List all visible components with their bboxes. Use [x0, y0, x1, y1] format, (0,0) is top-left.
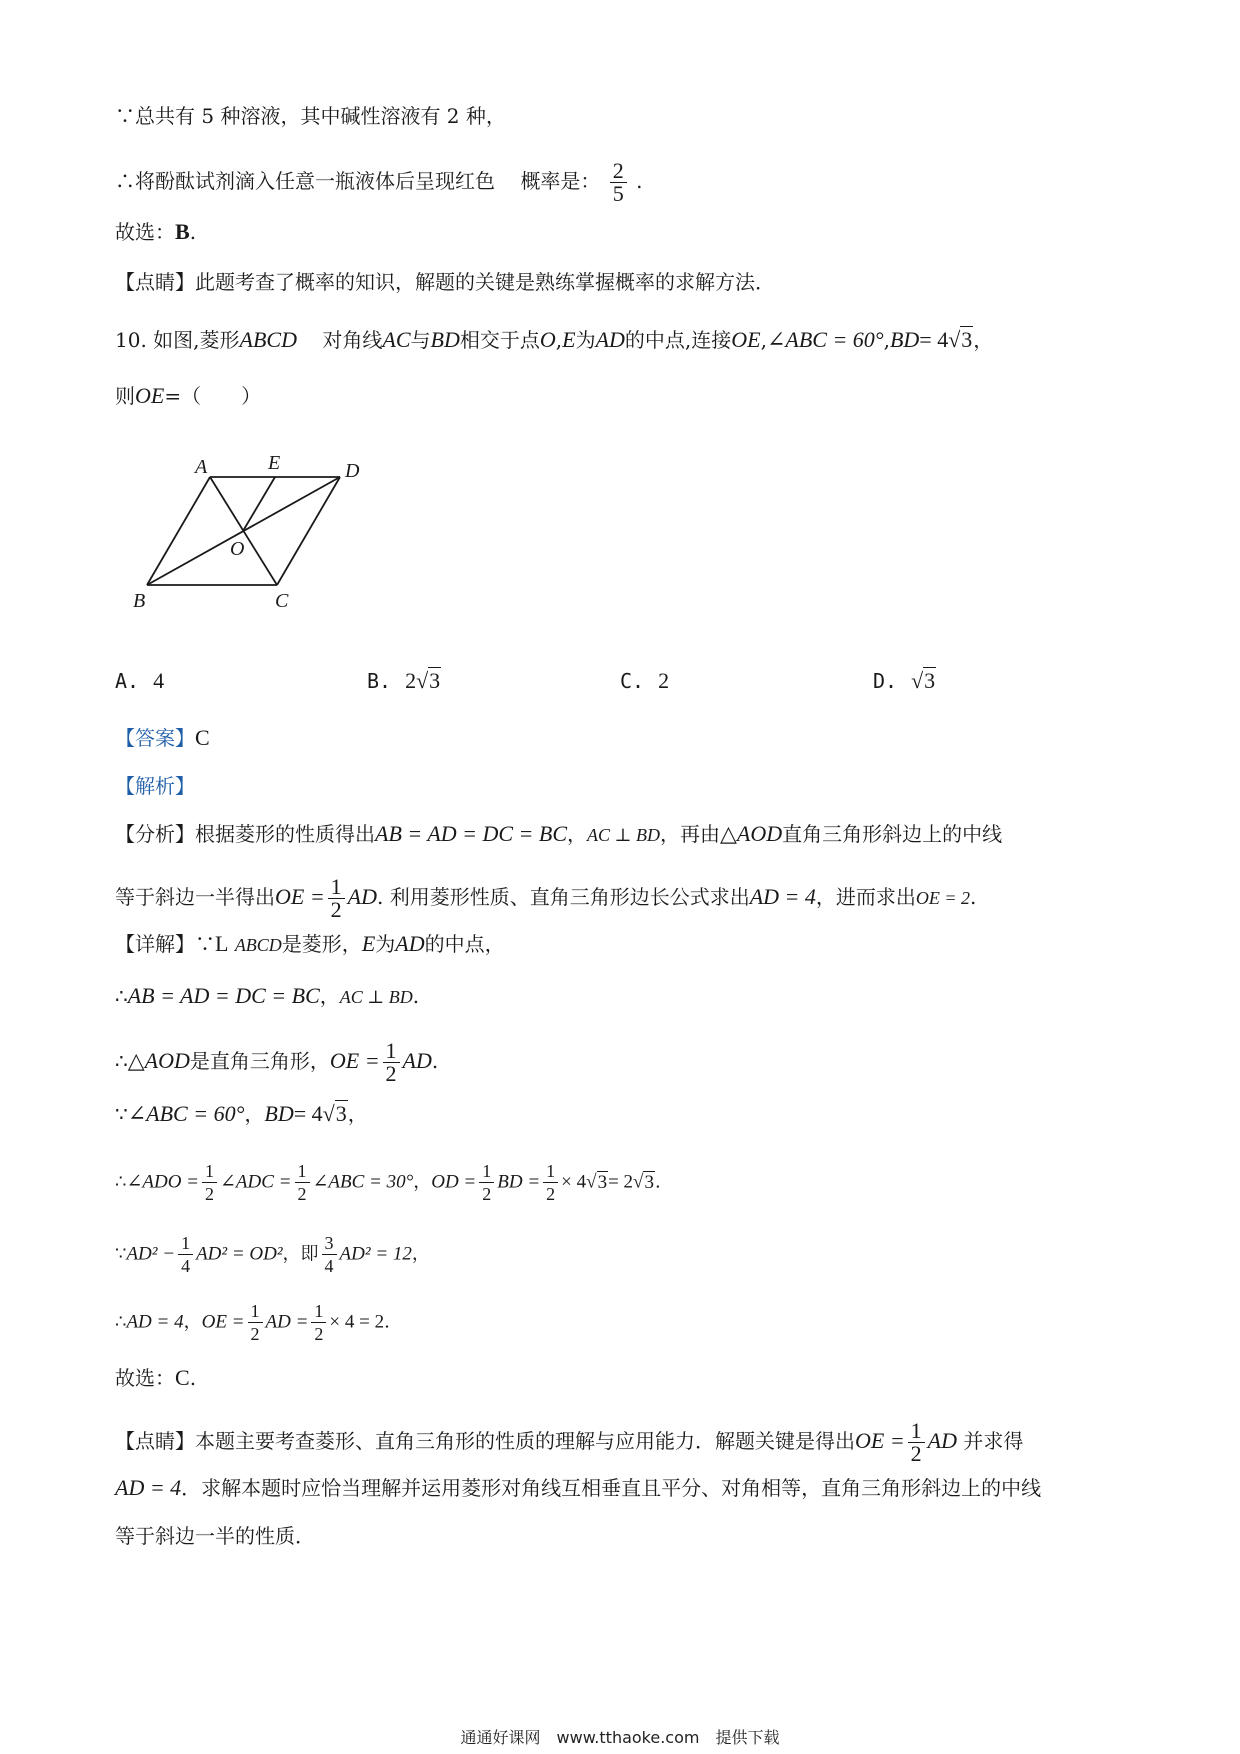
text: ∵总共有 5 种溶液，其中碱性溶液有 2 种，	[115, 104, 506, 128]
xiangjie-line-1: 【详解】∵L ABCD是菱形，E为AD的中点，	[115, 931, 505, 956]
page-footer: 通通好课网 www.tthaoke.com 提供下载	[460, 1728, 780, 1747]
xiangjie-line-5: ∴∠ADO = $\frac{1}{2}$ ∠ADC = $\frac{1}{2}$ ∠ABC = 30°，OD = $\frac{1}{2}$ BD = $\frac{1}{2}$ × 4√3= 2√3.	[115, 1161, 661, 1204]
rhombus-figure	[125, 455, 375, 615]
xiangjie-line-4: ∵∠ABC = 60°，BD= 4√3，	[115, 1101, 368, 1126]
text-line-3: 故选：B.	[115, 219, 197, 244]
label-a: A	[195, 456, 208, 478]
fenxi-line-1: 【分析】根据菱形的性质得出AB = AD = DC = BC，AC ⊥ BD，再由△AOD直角三角形斜边上的中线	[115, 821, 1003, 846]
label-o: O	[230, 538, 245, 560]
text-line-2: ∴将酚酞试剂滴入任意一瓶液体后呈现红色 概率是： $\frac{2}{5}$ .	[115, 158, 643, 206]
label-c: C	[275, 590, 289, 612]
xiangjie-line-3: ∴△AOD是直角三角形，OE = $\frac{1}{2}$ AD.	[115, 1038, 439, 1086]
text: ∴将酚酞试剂滴入任意一瓶液体后呈现红色	[115, 169, 495, 193]
segment-ab	[147, 477, 210, 585]
dianjing-line-1: 【点睛】本题主要考查菱形、直角三角形的性质的理解与应用能力．解题关键是得出OE = $\frac{1}{2}$ AD 并求得	[115, 1418, 1024, 1466]
fraction: $\frac{2}{5}$	[610, 160, 627, 205]
segment-cd	[277, 477, 340, 585]
option-d: D. √3	[873, 668, 936, 693]
xiangjie-line-7: ∴AD = 4，OE = $\frac{1}{2}$ AD = $\frac{1}{2}$ × 4 = 2.	[115, 1301, 390, 1344]
sqrt: √3	[948, 327, 973, 352]
option-b: B. 2√3	[367, 668, 441, 693]
xiangjie-line-2: ∴AB = AD = DC = BC，AC ⊥ BD.	[115, 983, 420, 1008]
text: 概率是：	[520, 169, 601, 193]
analysis-tag: 【解析】	[115, 774, 195, 798]
option-c: C. 2	[620, 668, 670, 693]
fenxi-line-2: 等于斜边一半得出OE = $\frac{1}{2}$ AD. 利用菱形性质、直角三角形边长公式求出AD = 4，进而求出OE = 2.	[115, 874, 977, 922]
dianjing-line-3: 等于斜边一半的性质．	[115, 1524, 315, 1548]
question-line-2: 则OE=（ ）	[115, 383, 262, 408]
text-line-1	[115, 102, 506, 130]
option-a: A. 4	[115, 668, 165, 693]
answer-line: 【答案】C	[115, 725, 210, 750]
xiangjie-line-8: 故选：C.	[115, 1365, 197, 1390]
label-b: B	[133, 590, 146, 612]
question-line-1: 10. 如图,菱形ABCD 对角线AC与BD相交于点O,E为AD的中点,连接OE,∠ABC = 60°,BD= 4√3，	[115, 327, 994, 352]
dianjing-line-2: AD = 4．求解本题时应恰当理解并运用菱形对角线互相垂直且平分、对角相等，直角三角形斜边上的中线	[115, 1475, 1042, 1500]
label-d: D	[345, 460, 360, 482]
text-line-4: 【点睛】此题考查了概率的知识，解题的关键是熟练掌握概率的求解方法．	[115, 270, 775, 294]
label-e: E	[268, 455, 281, 474]
xiangjie-line-6: ∵AD² − $\frac{1}{4}$ AD² = OD²，即 $\frac{3}{4}$ AD² = 12，	[115, 1233, 430, 1276]
